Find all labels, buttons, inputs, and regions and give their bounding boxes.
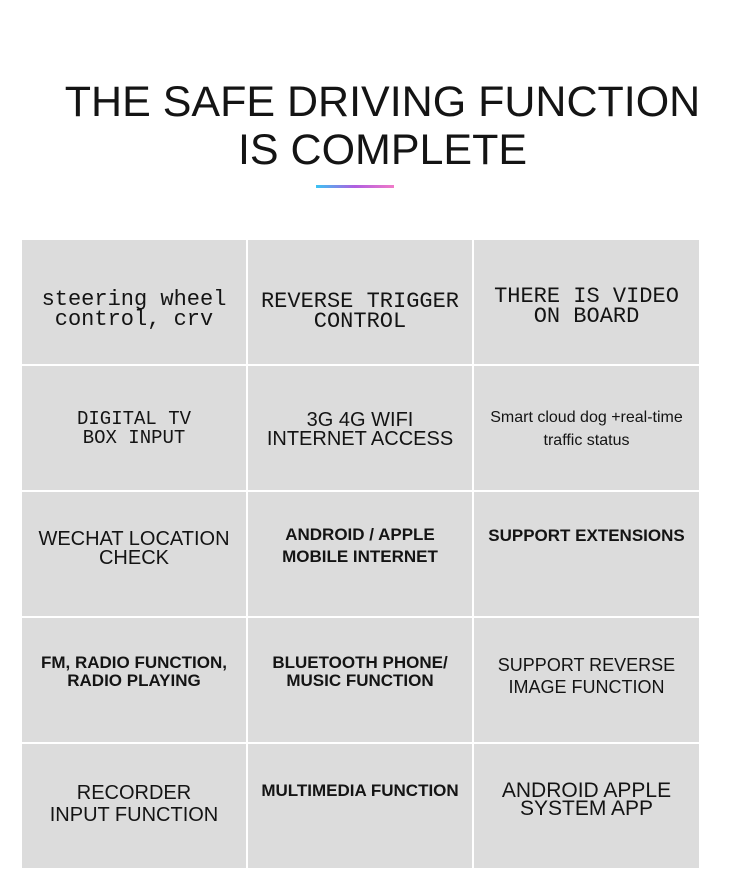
feature-cell-bluetooth-phone-music [248, 618, 472, 742]
feature-label: THERE IS VIDEO ON BOARD [494, 284, 679, 329]
feature-grid [22, 240, 699, 870]
feature-label: Smart cloud dog +real-time traffic status [490, 409, 683, 449]
feature-label: RECORDER INPUT FUNCTION [49, 782, 219, 826]
faint-decorative-text [210, 200, 500, 216]
feature-cell-wechat-location-check [22, 492, 246, 616]
feature-label: SUPPORT REVERSE IMAGE FUNCTION [497, 655, 676, 697]
feature-cell-recorder-input-function [22, 744, 246, 868]
feature-label: SUPPORT EXTENSIONS [488, 526, 685, 545]
page-title-line-1: THE SAFE DRIVING FUNCTION [64, 78, 701, 126]
feature-cell-support-reverse-image [474, 618, 699, 742]
feature-label: WECHAT LOCATION CHECK [38, 528, 230, 569]
title-accent-divider [316, 185, 394, 188]
feature-label: ANDROID APPLE SYSTEM APP [501, 779, 672, 820]
feature-label: REVERSE TRIGGER CONTROL [260, 289, 460, 334]
feature-label: 3G 4G WIFI INTERNET ACCESS [266, 409, 454, 450]
feature-label: MULTIMEDIA FUNCTION [261, 781, 459, 800]
feature-cell-internet-access [248, 366, 472, 490]
feature-label: FM, RADIO FUNCTION, RADIO PLAYING [40, 653, 228, 690]
feature-label: BLUETOOTH PHONE/ MUSIC FUNCTION [272, 653, 448, 690]
feature-cell-smart-cloud-dog [474, 366, 699, 490]
feature-cell-fm-radio-function [22, 618, 246, 742]
feature-cell-multimedia-function [248, 744, 472, 868]
feature-cell-video-on-board [474, 240, 699, 364]
feature-cell-android-apple-system-app [474, 744, 699, 868]
feature-cell-reverse-trigger-control [248, 240, 472, 364]
feature-cell-support-extensions [474, 492, 699, 616]
feature-cell-steering-wheel-control [22, 240, 246, 364]
feature-cell-digital-tv-box-input [22, 366, 246, 490]
feature-label: steering wheel control, crv [41, 287, 227, 332]
page-title-line-2: IS COMPLETE [237, 126, 528, 174]
page-title [0, 78, 750, 174]
feature-label: DIGITAL TV BOX INPUT [76, 408, 192, 449]
feature-cell-mobile-internet [248, 492, 472, 616]
feature-label: ANDROID / APPLE MOBILE INTERNET [282, 525, 438, 566]
